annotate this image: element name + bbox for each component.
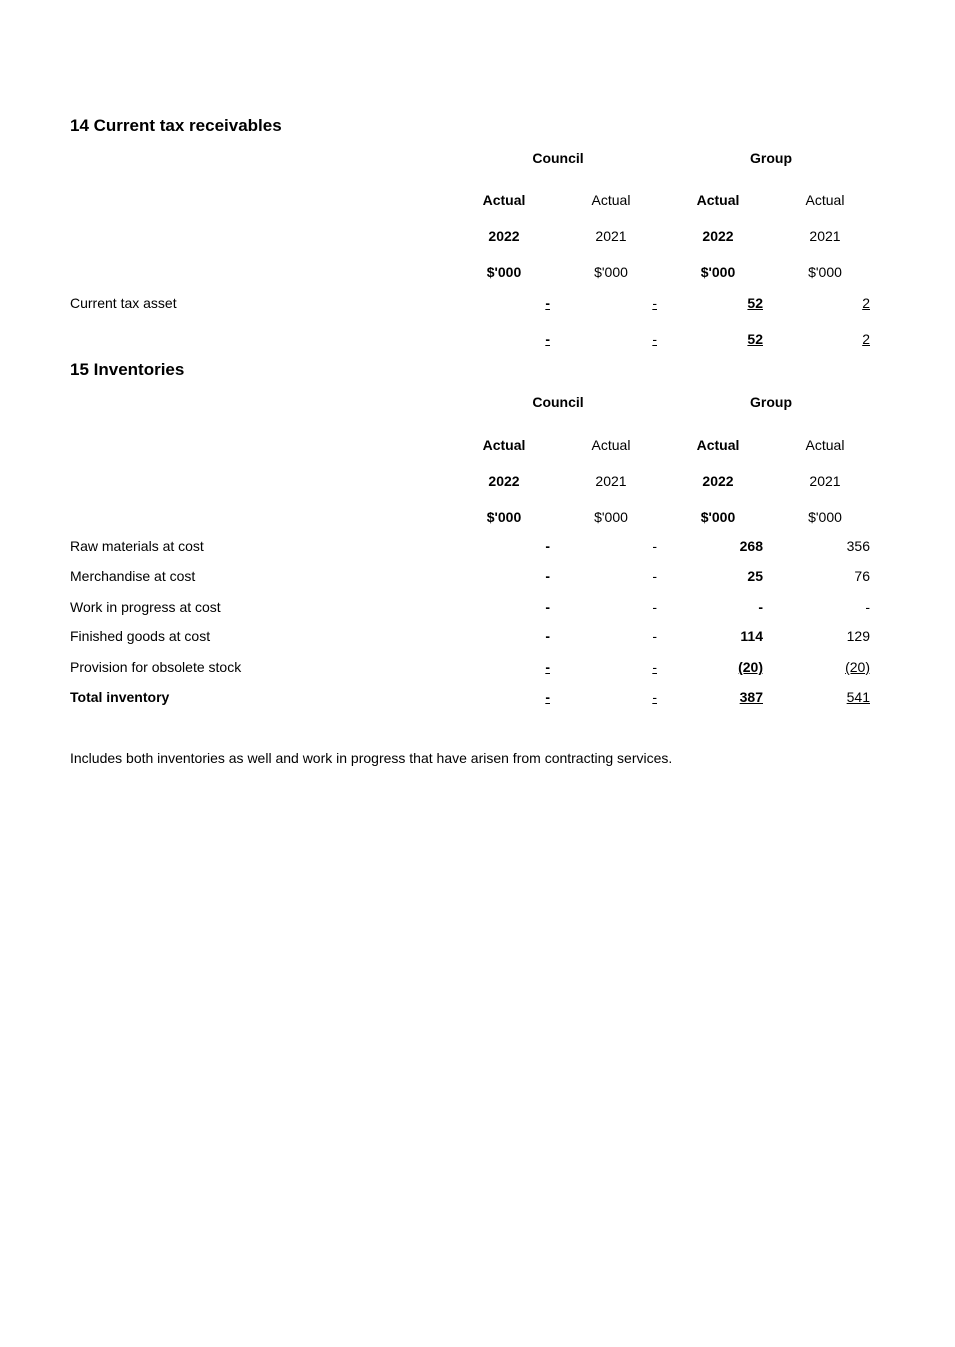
cell-value: 2 [862,295,870,311]
cell-value: 76 [854,568,870,584]
cell-value: 356 [846,538,870,554]
cell-value: 268 [739,538,763,554]
section-15-title: 15 Inventories [70,360,185,379]
col-header-year: 2021 [595,473,627,489]
col-header-actual: Actual [482,437,526,453]
cell-value: 25 [747,568,763,584]
cell-value: (20) [738,659,763,675]
cell-value: - [652,628,657,644]
cell-value-total: 2 [862,331,870,347]
row-label-raw-materials: Raw materials at cost [70,538,204,554]
row-label-provision-obsolete-stock: Provision for obsolete stock [70,659,242,675]
cell-value-total: 541 [846,689,870,705]
col-header-unit: $'000 [808,264,842,280]
inventory-note: Includes both inventories as well and work in progress that have arisen from contracting services. [70,750,673,766]
cell-value: - [545,538,550,554]
cell-value: 114 [740,628,763,644]
col-header-unit: $'000 [808,509,842,525]
row-label-merchandise: Merchandise at cost [70,568,196,584]
col-header-year: 2022 [488,228,520,244]
col-header-actual: Actual [591,192,631,208]
cell-value-total: - [545,689,550,705]
col-header-year: 2021 [809,473,841,489]
col-header-unit: $'000 [700,264,736,280]
group-group-label: Group [750,394,792,410]
cell-value: - [652,599,657,615]
cell-value: - [545,295,550,311]
col-header-year: 2021 [809,228,841,244]
cell-value: - [652,659,657,675]
cell-value: - [652,295,657,311]
group-group-label: Group [750,150,792,166]
cell-value: - [865,599,870,615]
row-label-work-in-progress: Work in progress at cost [70,599,221,615]
cell-value: - [545,628,550,644]
col-header-unit: $'000 [700,509,736,525]
council-group-label: Council [532,150,584,166]
section-14-title: 14 Current tax receivables [70,116,282,135]
col-header-year: 2021 [595,228,627,244]
col-header-year: 2022 [702,228,734,244]
cell-value: - [545,599,550,615]
col-header-unit: $'000 [486,264,522,280]
col-header-actual: Actual [696,437,740,453]
cell-value-total: 387 [739,689,763,705]
col-header-actual: Actual [591,437,631,453]
col-header-actual: Actual [482,192,526,208]
cell-value: 52 [747,295,763,311]
cell-value-total: - [652,689,657,705]
col-header-actual: Actual [805,192,845,208]
cell-value: - [545,568,550,584]
cell-value-total: - [545,331,550,347]
col-header-year: 2022 [488,473,520,489]
cell-value: (20) [845,659,870,675]
col-header-year: 2022 [702,473,734,489]
row-label-total-inventory: Total inventory [70,689,170,705]
cell-value: - [652,538,657,554]
row-label-current-tax-asset: Current tax asset [70,295,177,311]
cell-value-total: 52 [747,331,763,347]
col-header-unit: $'000 [594,264,628,280]
col-header-actual: Actual [696,192,740,208]
col-header-unit: $'000 [486,509,522,525]
cell-value: - [652,568,657,584]
council-group-label: Council [532,394,584,410]
cell-value: 129 [846,628,870,644]
row-label-finished-goods: Finished goods at cost [70,628,211,644]
cell-value: - [758,599,763,615]
cell-value: - [545,659,550,675]
col-header-actual: Actual [805,437,845,453]
cell-value-total: - [652,331,657,347]
col-header-unit: $'000 [594,509,628,525]
